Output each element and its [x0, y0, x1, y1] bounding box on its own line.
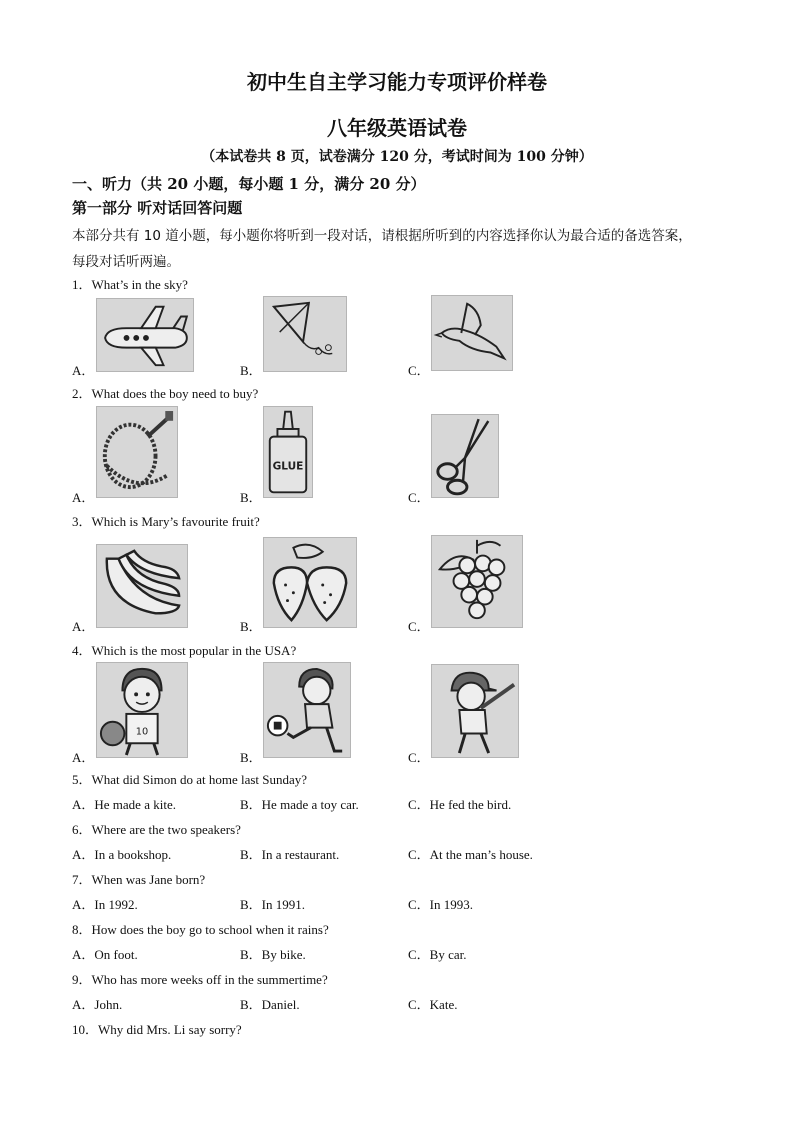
question-7: 7．When was Jane born?: [72, 872, 206, 887]
option-label-a: A．: [72, 490, 95, 505]
question-3: 3．Which is Mary’s favourite fruit?: [72, 514, 260, 529]
option-7b[interactable]: B．In 1991.: [240, 897, 306, 912]
exam-subtitle: 八年级英语试卷: [327, 116, 467, 140]
soccer-picture: [263, 662, 351, 758]
airplane-icon: [97, 299, 193, 371]
question-8: 8．How does the boy go to school when it rains?: [72, 922, 329, 937]
option-5c[interactable]: C．He fed the bird.: [408, 797, 512, 812]
option-8a[interactable]: A．On foot.: [72, 947, 138, 962]
soccer-player-icon: [264, 663, 350, 757]
option-7a[interactable]: A．In 1992.: [72, 897, 138, 912]
question-2: 2．What does the boy need to buy?: [72, 386, 259, 401]
option-5a[interactable]: A．He made a kite.: [72, 797, 176, 812]
option-label-b: B．: [240, 363, 262, 378]
option-5b[interactable]: B．He made a toy car.: [240, 797, 359, 812]
option-9b[interactable]: B．Daniel.: [240, 997, 300, 1012]
option-8b[interactable]: B．By bike.: [240, 947, 306, 962]
option-label-b: B．: [240, 750, 262, 765]
option-9a[interactable]: A．John.: [72, 997, 123, 1012]
option-6c[interactable]: C．At the man’s house.: [408, 847, 533, 862]
scissors-icon: [432, 415, 498, 497]
question-9: 9．Who has more weeks off in the summertime?: [72, 972, 328, 987]
jersey-number: 10: [135, 726, 149, 738]
option-label-c: C．: [408, 750, 430, 765]
option-7c[interactable]: C．In 1993.: [408, 897, 474, 912]
question-10: 10．Why did Mrs. Li say sorry?: [72, 1022, 242, 1037]
intro-line-2: 每段对话听两遍。: [72, 254, 180, 270]
option-label-a: A．: [72, 363, 95, 378]
bird-icon: [432, 296, 512, 370]
grapes-icon: [432, 536, 522, 627]
baseball-picture: [431, 664, 519, 758]
rope-picture: [96, 406, 178, 498]
baseball-player-icon: [432, 665, 518, 757]
exam-title: 初中生自主学习能力专项评价样卷: [247, 70, 547, 94]
basketball-player-icon: [97, 663, 187, 757]
option-6a[interactable]: A．In a bookshop.: [72, 847, 172, 862]
option-label-b: B．: [240, 490, 262, 505]
strawberry-icon: [264, 538, 356, 627]
option-8c[interactable]: C．By car.: [408, 947, 467, 962]
basketball-picture: [96, 662, 188, 758]
glue-label: GLUE: [272, 460, 304, 473]
scissors-picture: [431, 414, 499, 498]
part-title: 第一部分 听对话回答问题: [72, 199, 243, 217]
kite-icon: [264, 297, 346, 371]
option-label-c: C．: [408, 619, 430, 634]
glue-icon: [264, 407, 312, 497]
banana-picture: [96, 544, 188, 628]
glue-picture: [263, 406, 313, 498]
kite-picture: [263, 296, 347, 372]
option-label-b: B．: [240, 619, 262, 634]
bird-picture: [431, 295, 513, 371]
option-label-a: A．: [72, 619, 95, 634]
option-label-c: C．: [408, 490, 430, 505]
airplane-picture: [96, 298, 194, 372]
question-1: 1．What’s in the sky?: [72, 277, 188, 292]
option-label-a: A．: [72, 750, 95, 765]
option-6b[interactable]: B．In a restaurant.: [240, 847, 340, 862]
question-4: 4．Which is the most popular in the USA?: [72, 643, 297, 658]
strawberry-picture: [263, 537, 357, 628]
option-9c[interactable]: C．Kate.: [408, 997, 458, 1012]
banana-icon: [97, 545, 187, 627]
option-label-c: C．: [408, 363, 430, 378]
rope-icon: [97, 407, 177, 497]
exam-note: （本试卷共 8 页，试卷满分 120 分，考试时间为 100 分钟）: [201, 149, 593, 165]
question-6: 6．Where are the two speakers?: [72, 822, 241, 837]
section-title: 一、听力（共 20 小题，每小题 1 分，满分 20 分）: [72, 175, 426, 193]
grapes-picture: [431, 535, 523, 628]
question-5: 5．What did Simon do at home last Sunday?: [72, 772, 308, 787]
intro-line-1: 本部分共有 10 道小题，每小题你将听到一段对话，请根据所听到的内容选择你认为最合适的备选答案，: [72, 228, 692, 244]
